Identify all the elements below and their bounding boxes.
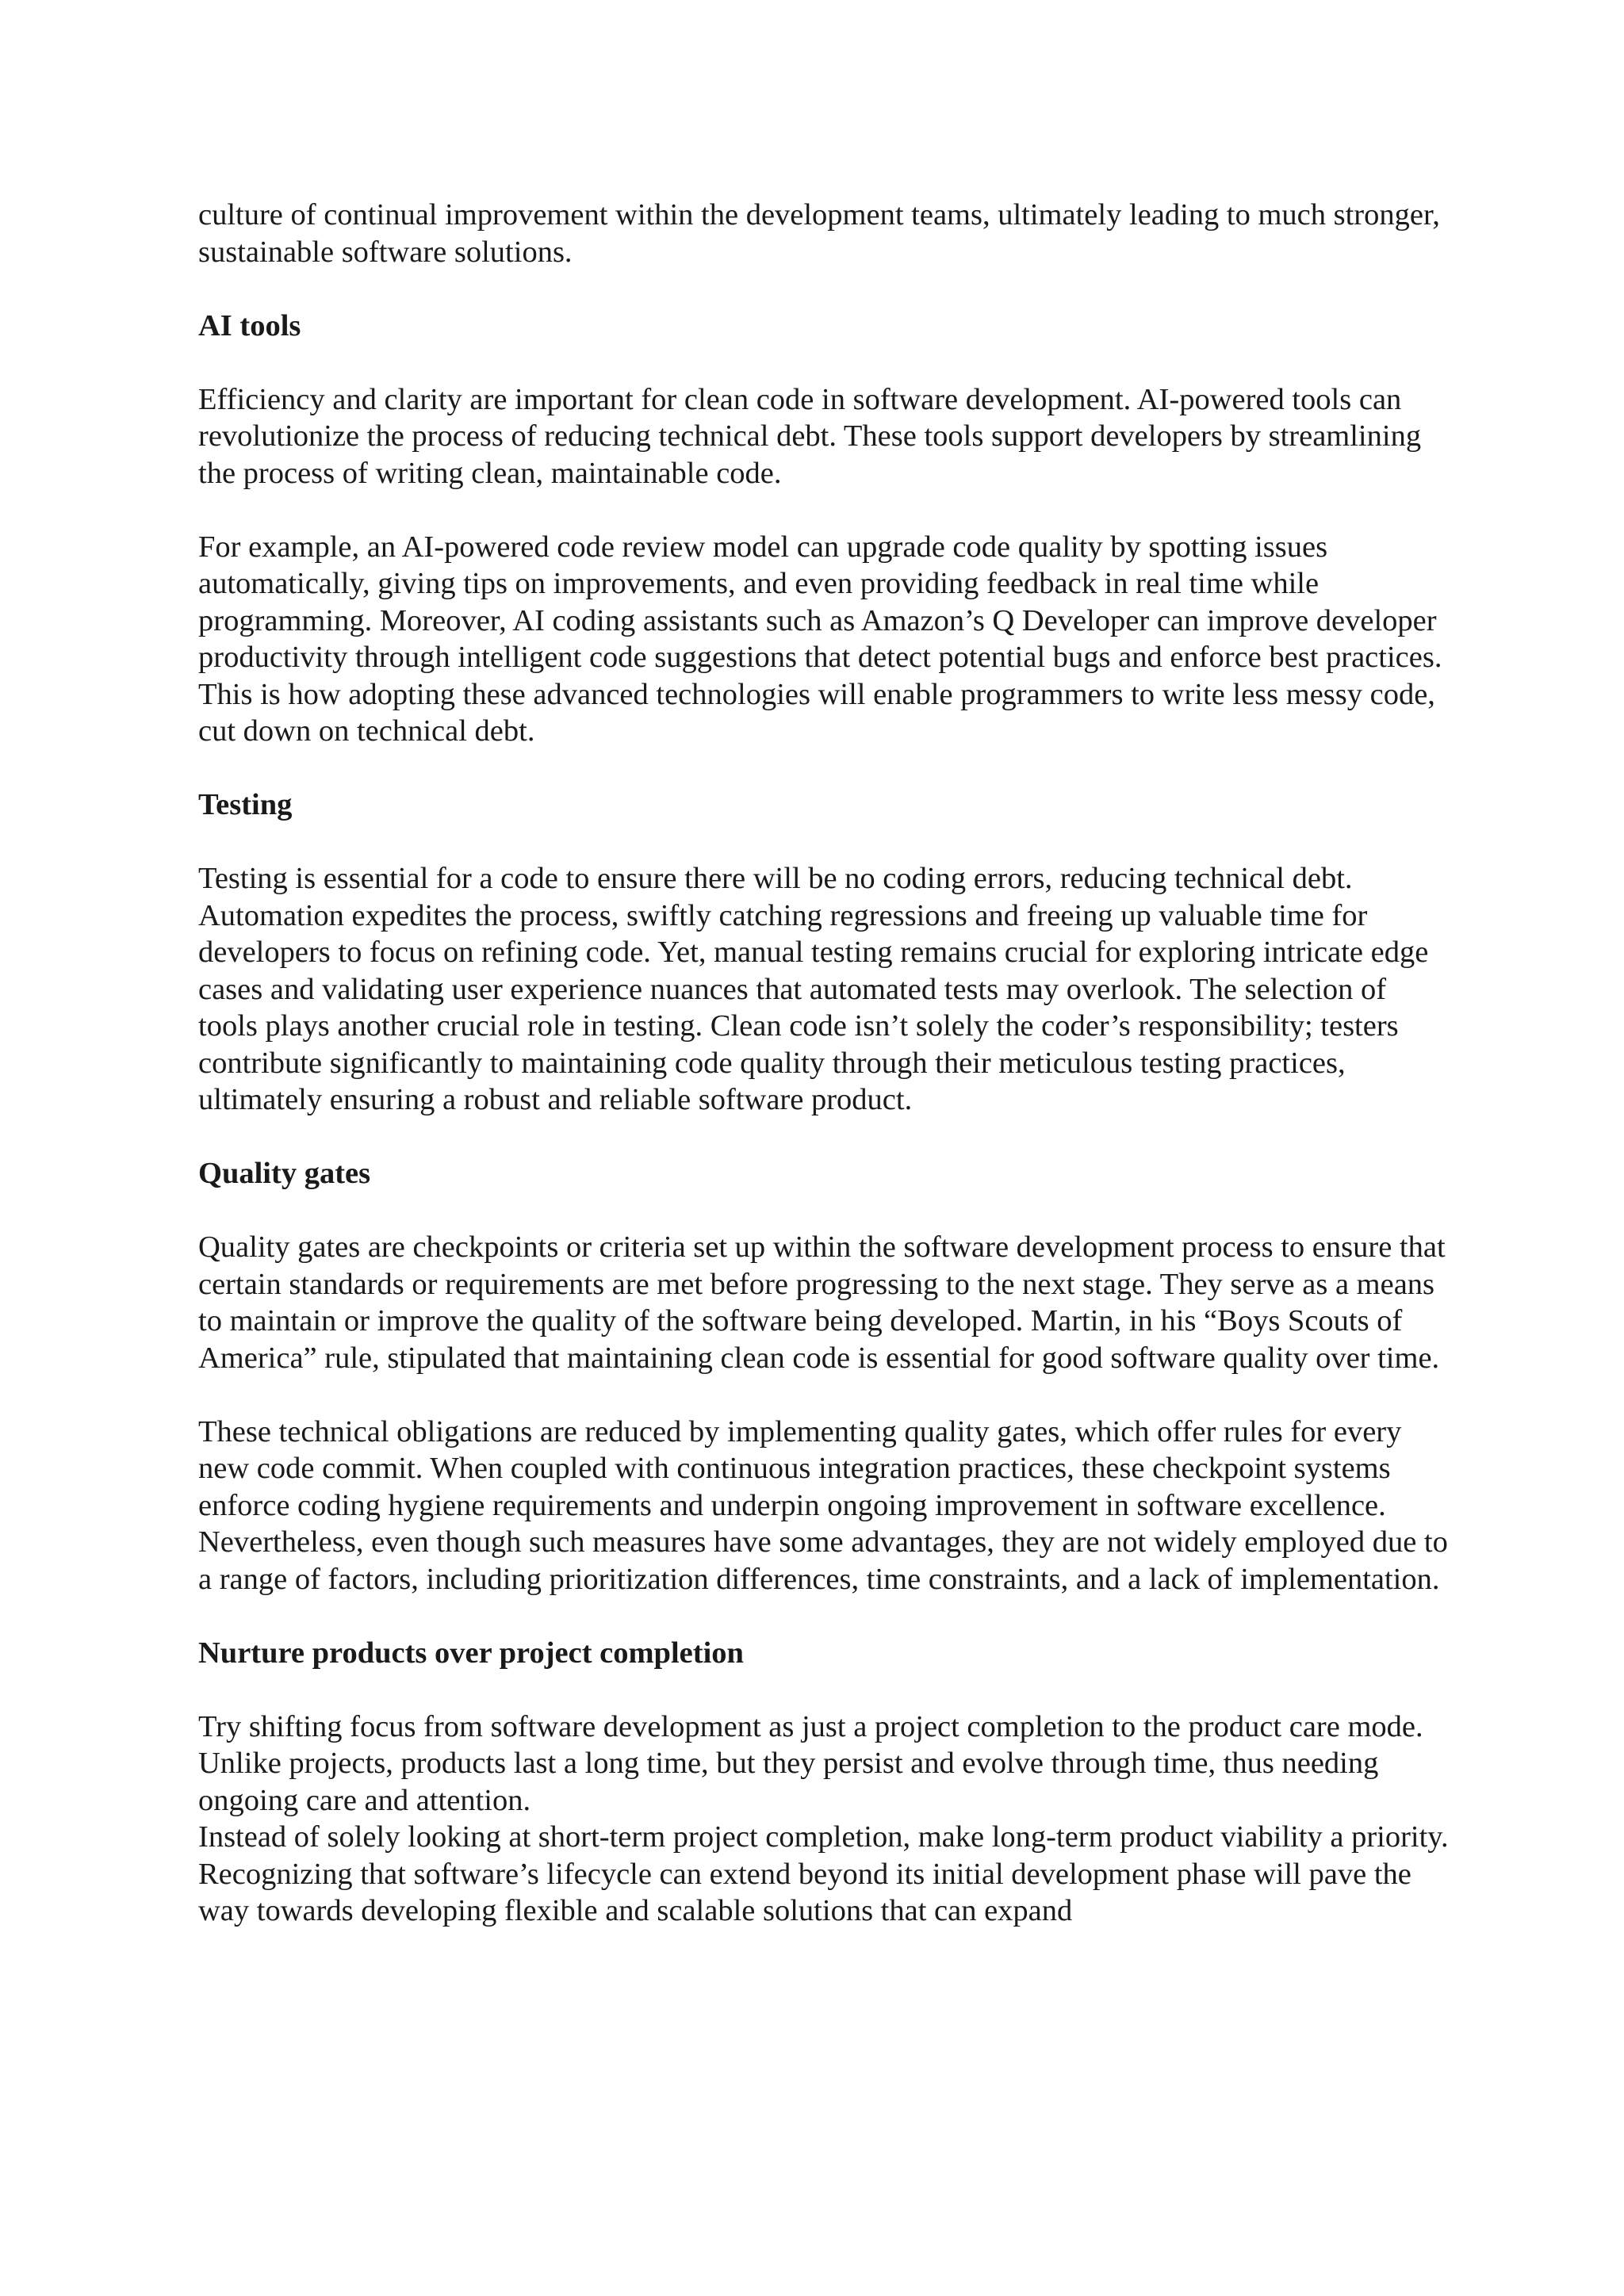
nurture-paragraph-2: Instead of solely looking at short-term project completion, make long-term product viability a priority. Recognizing that software’s lifecycle can extend beyond its initial development phase will pave the way towards developing flexible and scalable solutions that can expand [198,1820,1449,1927]
ai-tools-paragraph-2: For example, an AI-powered code review model can upgrade code quality by spotting issues automatically, giving tips on improvements, and even providing feedback in real time while programming. Moreover, AI coding assistants such as Amazon’s Q Developer can improve developer productivity through intelligent code suggestions that detect potential bugs and enforce best practices. This is how adopting these advanced technologies will enable programmers to write less messy code, cut down on technical debt. [198,530,1442,748]
testing-paragraph: Testing is essential for a code to ensure there will be no coding errors, reducing technical debt. Automation expedites the process, swiftly catching regressions and freeing up valuable time for developers to focus on refining code. Yet, manual testing remains crucial for exploring intricate edge cases and validating user experience nuances that automated tests may overlook. The selection of tools plays another crucial role in testing. Clean code isn’t solely the coder’s responsibility; testers contribute significantly to maintaining code quality through their meticulous testing practices, ultimately ensuring a robust and reliable software product. [198,862,1429,1116]
nurture-paragraph-1: Try shifting focus from software development as just a project completion to the product care mode. Unlike projects, products last a long time, but they persist and evolve through time, thus needing ongoing care and attention. [198,1709,1423,1817]
ai-tools-paragraph-1: Efficiency and clarity are important for clean code in software development. AI-powered tools can revolutionize the process of reducing technical debt. These tools support developers by streamlining the process of writing clean, maintainable code. [198,382,1422,490]
heading-nurture-products: Nurture products over project completion [198,1636,744,1670]
heading-quality-gates: Quality gates [198,1157,371,1190]
quality-gates-paragraph-1: Quality gates are checkpoints or criteria set up within the software development process to ensure that certain standards or requirements are met before progressing to the next stage. They serve as a means to maintain or improve the quality of the software being developed. Martin, in his “Boys Scouts of America” rule, stipulated that maintaining clean code is essential for good software quality over time. [198,1230,1446,1375]
heading-testing: Testing [198,788,293,821]
document-page [198,197,1451,1966]
heading-ai-tools: AI tools [198,308,301,342]
quality-gates-paragraph-2: These technical obligations are reduced by implementing quality gates, which offer rules for every new code commit. When coupled with continuous integration practices, these checkpoint systems enforce coding hygiene requirements and underpin ongoing improvement in software excellence. Nevertheless, even though such measures have some advantages, they are not widely employed due to a range of factors, including prioritization differences, time constraints, and a lack of implementation. [198,1414,1448,1596]
intro-paragraph: culture of continual improvement within the development teams, ultimately leading to much stronger, sustainable software solutions. [198,198,1440,269]
